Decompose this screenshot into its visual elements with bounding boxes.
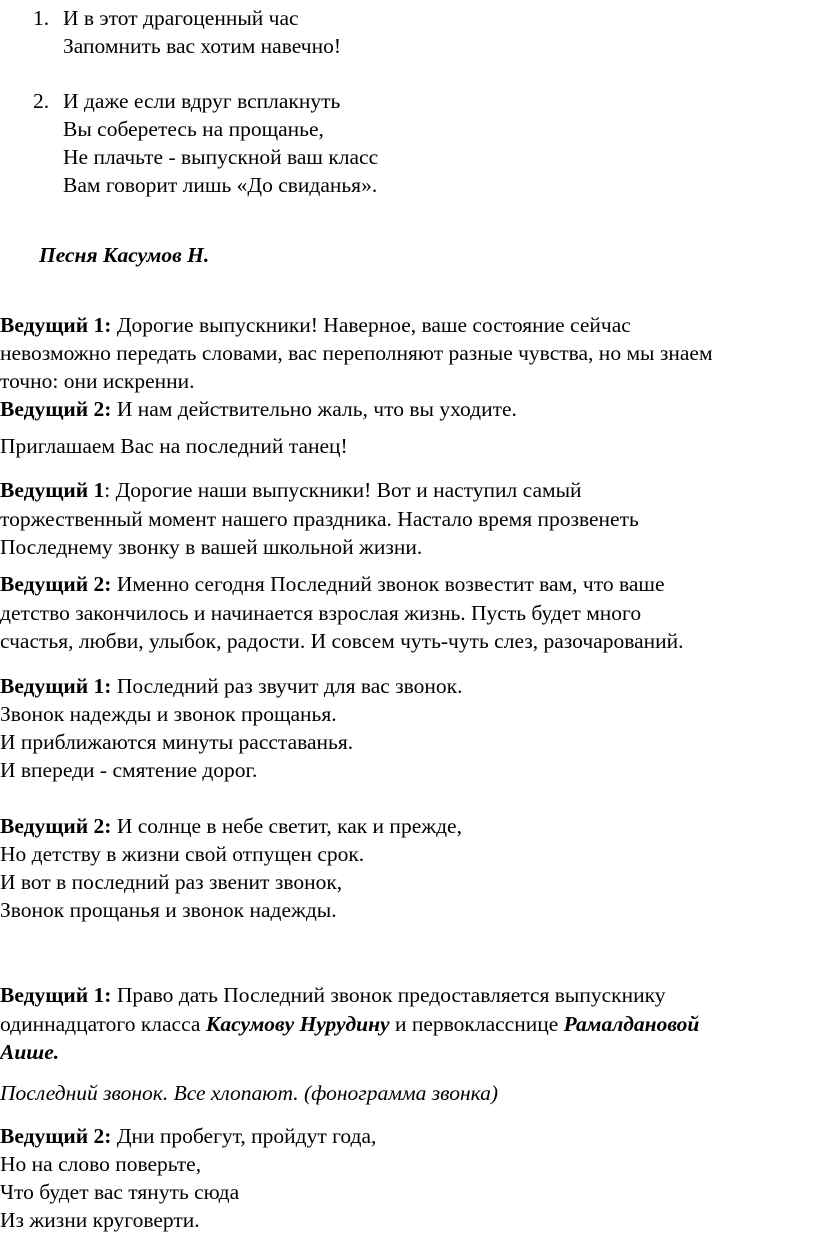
paragraph-line: Но на слово поверьте,	[0, 1152, 202, 1176]
paragraph-line: невозможно передать словами, вас переполняют разные чувства, но мы знаем	[0, 341, 713, 365]
paragraph-line	[0, 812, 462, 841]
poem-line: И в этот драгоценный час	[63, 6, 299, 30]
paragraph-text: И солнце в небе светит, как и прежде,	[116, 814, 462, 838]
paragraph-line: Звонок прощанья и звонок надежды.	[0, 898, 337, 922]
poem-line: Не плачьте - выпускной ваш класс	[63, 145, 379, 169]
list-number-1: 1.	[33, 6, 50, 30]
paragraph-line: счастья, любви, улыбок, радости. И совсем чуть-чуть слез, разочарований.	[0, 629, 684, 653]
paragraph-line: Что будет вас тянуть сюда	[0, 1180, 240, 1204]
list-number-2: 2.	[33, 89, 50, 113]
speaker-label: Ведущий 2:	[0, 1124, 112, 1148]
stage-direction: Последний звонок. Все хлопают. (фонограмма звонка)	[0, 1081, 499, 1105]
paragraph-line	[0, 981, 665, 1010]
paragraph-line: Приглашаем Вас на последний танец!	[0, 434, 348, 458]
speaker-label: Ведущий 2:	[0, 572, 112, 596]
student-name: Аише.	[0, 1040, 60, 1064]
paragraph-line	[0, 311, 631, 340]
speaker-label: Ведущий 1	[0, 478, 105, 502]
speaker-label: Ведущий 1:	[0, 983, 112, 1007]
paragraph-line	[0, 476, 582, 505]
poem-line: Вам говорит лишь «До свиданья».	[63, 173, 378, 197]
paragraph-line: Последнему звонку в вашей школьной жизни.	[0, 535, 423, 559]
paragraph-line: И вот в последний раз звенит звонок,	[0, 870, 343, 894]
paragraph-line: детство закончилось и начинается взрослая жизнь. Пусть будет много	[0, 601, 642, 625]
paragraph-line	[0, 570, 665, 599]
paragraph-line: И впереди - смятение дорог.	[0, 758, 258, 782]
paragraph-text: Последний раз звучит для вас звонок.	[116, 674, 463, 698]
paragraph-line	[0, 672, 462, 701]
student-name: Касумову Нурудину	[205, 1012, 390, 1036]
paragraph-line: Звонок надежды и звонок прощанья.	[0, 702, 337, 726]
speaker-label: Ведущий 2:	[0, 397, 112, 421]
paragraph-line: Но детству в жизни свой отпущен срок.	[0, 842, 365, 866]
paragraph-text: Именно сегодня Последний звонок возвестит вам, что ваше	[116, 572, 665, 596]
speaker-label: Ведущий 1:	[0, 313, 112, 337]
paragraph-line	[0, 395, 517, 424]
song-heading: Песня Касумов Н.	[39, 243, 210, 267]
paragraph-line: торжественный момент нашего праздника. Настало время прозвенеть	[0, 507, 639, 531]
speaker-label: Ведущий 1:	[0, 674, 112, 698]
poem-line: Запомнить вас хотим навечно!	[63, 34, 341, 58]
paragraph-text: Дорогие выпускники! Наверное, ваше состояние сейчас	[116, 313, 631, 337]
student-name: Рамалдановой	[563, 1012, 700, 1036]
paragraph-line: точно: они искренни.	[0, 369, 195, 393]
paragraph-line: И приближаются минуты расставанья.	[0, 730, 354, 754]
paragraph-line	[0, 1010, 699, 1039]
paragraph-line	[0, 1122, 376, 1151]
paragraph-text: Дни пробегут, пройдут года,	[116, 1124, 377, 1148]
poem-line: Вы соберетесь на прощанье,	[63, 117, 324, 141]
paragraph-text: : Дорогие наши выпускники! Вот и наступил самый	[104, 478, 582, 502]
paragraph-text: И нам действительно жаль, что вы уходите.	[116, 397, 517, 421]
paragraph-line: Из жизни круговерти.	[0, 1208, 200, 1232]
paragraph-text: Право дать Последний звонок предоставляется выпускнику	[116, 983, 666, 1007]
paragraph-text: одиннадцатого класса	[0, 1012, 206, 1036]
speaker-label: Ведущий 2:	[0, 814, 112, 838]
paragraph-text: и первокласснице	[389, 1012, 564, 1036]
poem-line: И даже если вдруг всплакнуть	[63, 89, 341, 113]
